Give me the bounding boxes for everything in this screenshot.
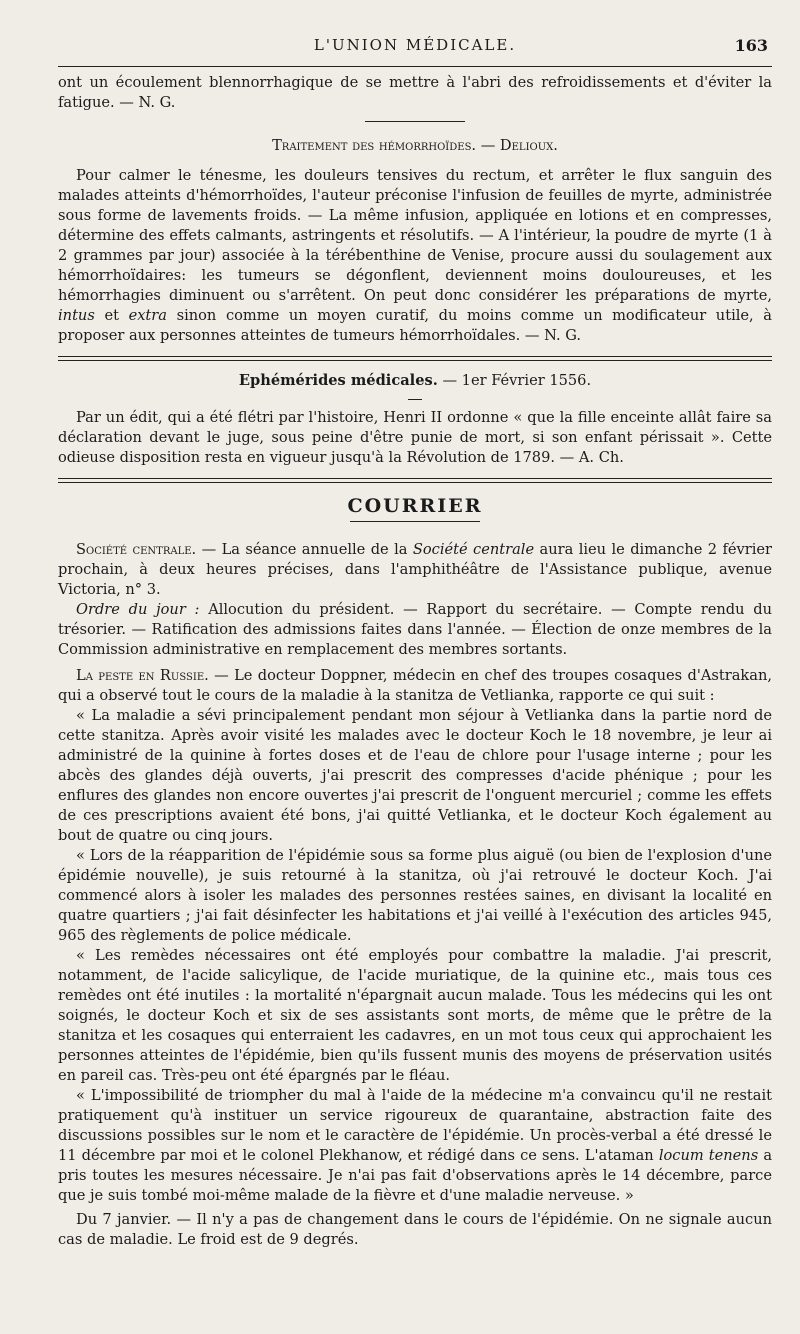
section-title-hemorrhoides: Traitement des hémorrhoïdes. — Delioux. xyxy=(272,137,558,154)
peste-russie-text: — Le docteur Doppner, médecin en chef des troupes cosaques d'Astrakan, qui a observé tout le cours de la maladie à la stanitza de Vetlianka, rapporte ce qui suit : xyxy=(58,667,773,704)
intro-paragraph: ont un écoulement blennorrhagique de se mettre à l'abri des refroidissements et d'éviter la fatigue. — N. G. xyxy=(58,74,772,111)
courrier-underline xyxy=(350,521,480,522)
courrier-ordre-du-jour xyxy=(58,600,772,660)
hemorrhoides-text: Pour calmer le ténesme, les douleurs tensives du rectum, et arrêter le flux sanguin des malades atteints d'hémorrhoïdes, l'auteur préconise l'infusion de feuilles de myrte, administrée sous forme de lavements froids. — La même infusion, appliquée en lotions et en compresses, détermine des effets calmants, astringents et résolutifs. — A l'intérieur, la poudre de myrte (1 à 2 grammes par jour) associée à la térébenthine de Venise, procure aussi du soulagement aux hémorrhoïdaires: les tumeurs se dégonflent, deviennent moins douloureuses, et les hémorrhagies diminuent ou s'arrêtent. On peut donc considérer les préparations de myrte, xyxy=(58,167,772,304)
societe-centrale-text-b: aura lieu le dimanche 2 février prochain, à deux heures précises, dans l'amphithéâtre de l'Assistance publique, avenue Victoria, n° 3. xyxy=(58,541,772,598)
peste-quote-1: « La maladie a sévi principalement pendant mon séjour à Vetlianka dans la partie nord de cette stanitza. Après avoir visité les malades avec le docteur Koch le 18 novembre, je leur ai administré de la quinine à fortes doses et de l'eau de chlore pour l'usage interne ; pour les abcès des glandes déjà ouverts, j'ai prescrit des compresses d'acide phénique ; pour les enflures des glandes non encore ouvertes j'ai prescrit de l'onguent mercuriel ; comme les effets de ces prescriptions avaient été bons, j'ai quitté Vetlianka, et le docteur Koch également au bout de quatre ou cinq jours. xyxy=(58,707,772,844)
ephemerides-heading xyxy=(58,371,772,391)
societe-centrale-italic: Société centrale xyxy=(412,541,535,558)
running-title: L'UNION MÉDICALE. xyxy=(313,36,517,54)
ephemerides-paragraph: Par un édit, qui a été flétri par l'histoire, Henri II ordonne « que la fille enceinte allât faire sa déclaration devant le juge, sous peine d'être punie de mort, si son enfant périssait ». Cette odieuse disposition resta en vigueur jusqu'à la Révolution de 1789. — A. Ch. xyxy=(58,409,772,466)
courrier-double-rule xyxy=(58,478,772,483)
hemorrhoides-paragraph xyxy=(58,166,772,346)
peste-quote-2: « Lors de la réapparition de l'épidémie sous sa forme plus aiguë (ou bien de l'explosion d'une épidémie nouvelle), je suis retourné à la stanitza, où j'ai retrouvé le docteur Koch. J'ai commencé alors à isoler les malades des personnes restées saines, en divisant la localité en quatre quartiers ; j'ai fait désinfecter les habitations et j'ai veillé à l'exécution des articles 945, 965 des règlements de police médicale. xyxy=(58,847,772,944)
societe-centrale-label: Société centrale. xyxy=(76,541,197,558)
ordre-du-jour-label: Ordre du jour : xyxy=(76,601,200,618)
hemorrhoides-text-end: sinon comme un moyen curatif, du moins comme un modificateur utile, à proposer aux personnes atteintes de tumeurs hémorrhoïdales. — N. G. xyxy=(58,307,772,344)
peste-quote-4-text-a: « L'impossibilité de triompher du mal à l'aide de la médecine m'a convaincu qu'il ne restait pratiquement qu'à instituer un service rigoureux de quarantaine, abstraction faite des discussions possibles sur le nom et le caractère de l'épidémie. Un procès-verbal a été dressé le 11 décembre par moi et le colonel Plekhanow, et rédigé dans ce sens. L'ataman xyxy=(58,1087,772,1164)
peste-quote-3: « Les remèdes nécessaires ont été employés pour combattre la maladie. J'ai prescrit, notamment, de l'acide salicylique, de l'acide muriatique, de la quinine etc., mais tous ces remèdes ont été inutiles : la mortalité n'épargnait aucun malade. Tous les médecins qui les ont soignés, le docteur Koch et six de ses assistants sont morts, de même que le prêtre de la stanitza et les cosaques qui enterraient les cadavres, en un mot tous ceux qui approchaient les personnes atteintes de l'épidémie, bien qu'ils fussent munis des moyens de préservation usités en pareil cas. Très-peu ont été épargnés par le fléau. xyxy=(58,947,772,1084)
peste-russie-label: La peste en Russie. xyxy=(76,667,209,684)
peste-bulletin-7-janvier: Du 7 janvier. — Il n'y a pas de changement dans le cours de l'épidémie. On ne signale aucun cas de maladie. Le froid est de 9 degrés. xyxy=(58,1211,772,1248)
ordre-du-jour-text: Allocution du président. — Rapport du secrétaire. — Compte rendu du trésorier. — Ratification des admissions faites dans l'année. — Élection de onze membres de la Commission administrative en remplacement des membres sortants. xyxy=(58,601,772,658)
hemorrhoides-italic-extra: extra xyxy=(128,307,167,324)
ephemerides-date: — 1er Février 1556. xyxy=(442,372,592,389)
courrier-peste-russie xyxy=(58,666,772,706)
header-rule xyxy=(58,66,772,67)
peste-quote-4 xyxy=(58,1086,772,1206)
section-double-rule xyxy=(58,356,772,361)
peste-quote-4-text-b: a pris toutes les mesures nécessaire. Je n'ai pas fait d'observations après le 14 décembre, parce que je suis tombé moi-même malade de la fièvre et d'une maladie nerveuse. » xyxy=(58,1147,773,1204)
ephemerides-divider xyxy=(408,399,422,400)
societe-centrale-text-a: — La séance annuelle de la xyxy=(201,541,408,558)
courrier-title: COURRIER xyxy=(347,495,483,517)
section-divider xyxy=(365,121,465,122)
peste-quote-4-italic: locum tenens xyxy=(658,1147,759,1164)
courrier-societe-centrale xyxy=(58,540,772,600)
hemorrhoides-et: et xyxy=(104,307,119,324)
page-header xyxy=(58,30,772,60)
page-number: 163 xyxy=(734,36,768,55)
ephemerides-title: Ephémérides médicales. xyxy=(238,372,438,389)
hemorrhoides-italic-intus: intus xyxy=(58,307,95,324)
